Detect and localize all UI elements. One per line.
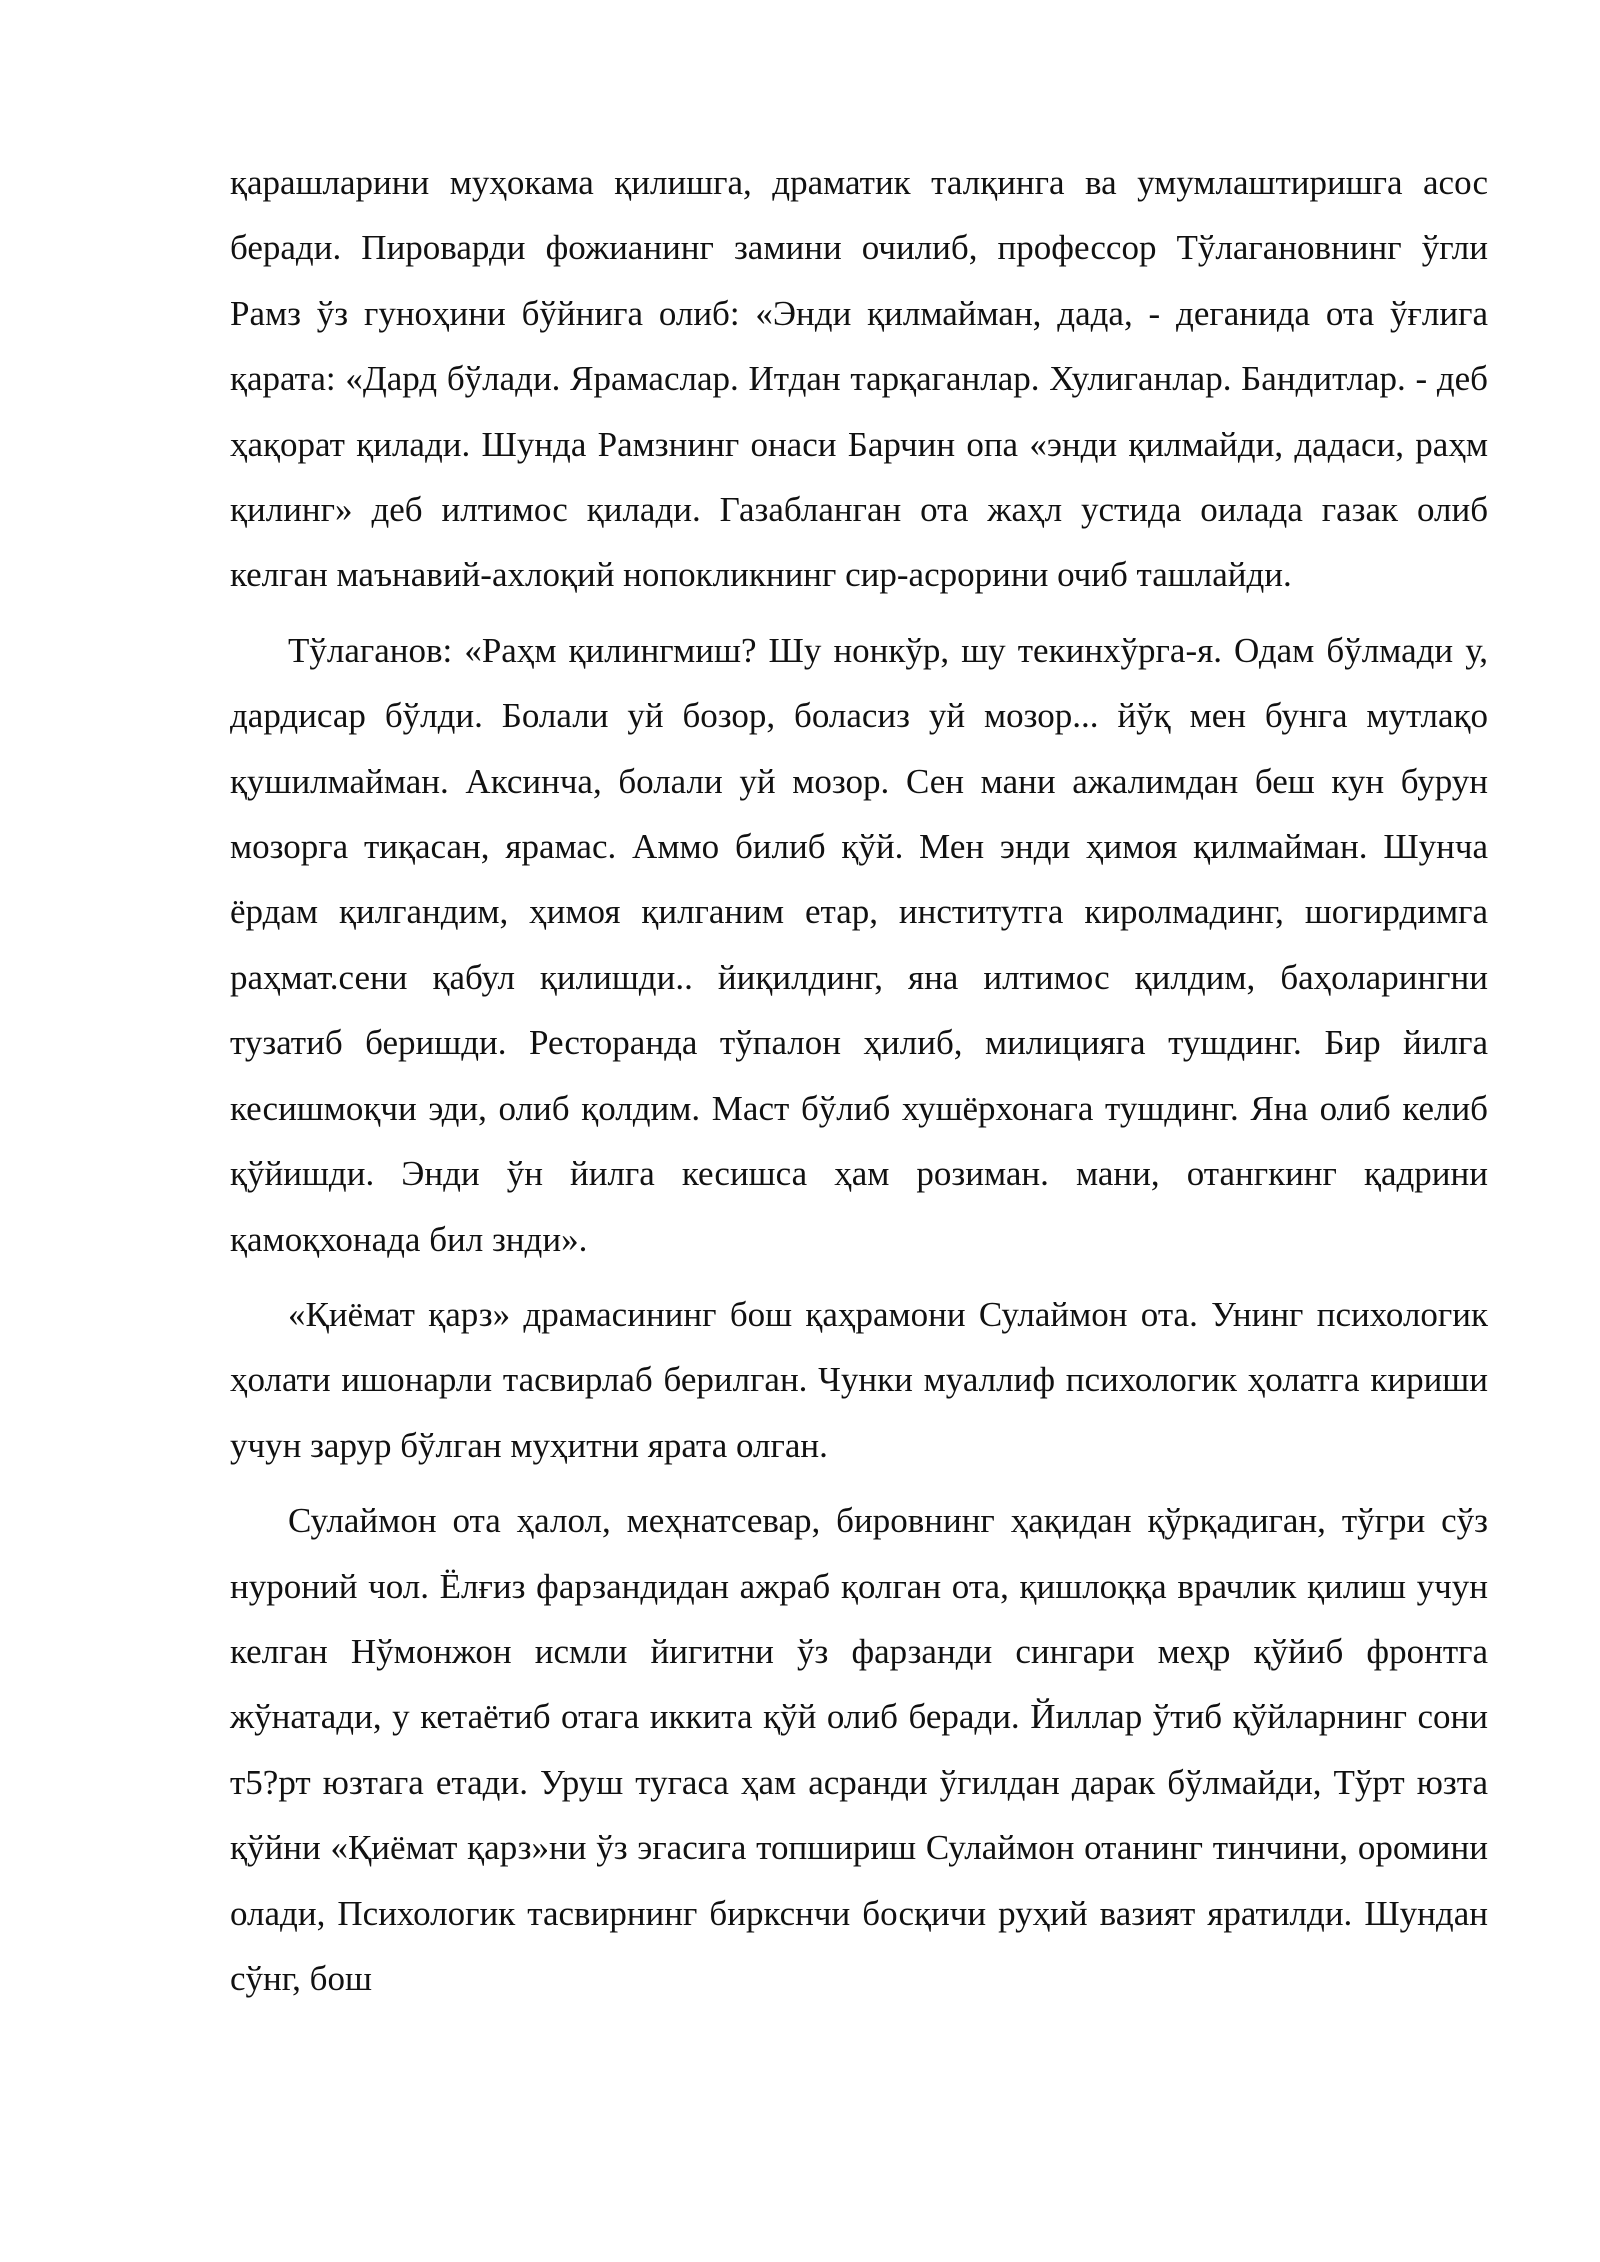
document-body [230, 150, 1488, 2011]
paragraph-1: қарашларини муҳокама қилишга, драматик талқинга ва умумлаштиришга асос беради. Пироварди фожианинг замини очилиб, профессор Тўлагановнинг ўгли Рамз ўз гуноҳини бўйнига олиб: «Энди қилмайман, дада, - деганида ота ўғлига қарата: «Дард бўлади. Ярамаслар. Итдан тарқаганлар. Хулиганлар. Бандитлар. - деб ҳақорат қилади. Шунда Рамзнинг онаси Барчин опа «энди қилмайди, дадаси, раҳм қилинг» деб илтимос қилади. Газабланган ота жаҳл устида оилада газак олиб келган маънавий-ахлоқий нопокликнинг сир-асрорини очиб ташлайди. [230, 163, 1488, 595]
paragraph-2: Тўлаганов: «Раҳм қилингмиш? Шу нонкўр, шу текинхўрга-я. Одам бўлмади у, дардисар бўлди. Болали уй бозор, боласиз уй мозор... йўқ мен бунга мутлақо қушилмайман. Аксинча, болали уй мозор. Сен мани ажалимдан беш кун бурун мозорга тиқасан, ярамас. Аммо билиб қўй. Мен энди ҳимоя қилмайман. Шунча ёрдам қилгандим, ҳимоя қилганим етар, институтга киролмадинг, шогирдимга раҳмат.сени қабул қилишди.. йиқилдинг, яна илтимос қилдим, баҳоларингни тузатиб беришди. Ресторанда тўпалон ҳилиб, милицияга тушдинг. Бир йилга кесишмоқчи эди, олиб қолдим. Маст бўлиб хушёрхонага тушдинг. Яна олиб келиб қўйишди. Энди ўн йилга кесишса ҳам розиман. мани, отангкинг қадрини қамоқхонада бил знди». [230, 630, 1488, 1259]
paragraph-4: Сулаймон ота ҳалол, меҳнатсевар, бировнинг ҳақидан қўрқадиган, тўгри сўз нуроний чол. Ёлғиз фарзандидан ажраб қолган ота, қишлоққа врачлик қилиш учун келган Нўмонжон исмли йигитни ўз фарзанди сингари меҳр қўйиб фронтга жўнатади, у кетаётиб отага иккита қўй олиб беради. Йиллар ўтиб қўйларнинг сони т5?рт юзтага етади. Уруш тугаса ҳам асранди ўгилдан дарак бўлмайди, Тўрт юзта қўйни «Қиёмат қарз»ни ўз эгасига топшириш Сулаймон отанинг тинчини, оромини олади, Психологик тасвирнинг биркснчи босқичи руҳий вазият яратилди. Шундан сўнг, бош [230, 1501, 1488, 1998]
paragraph-3: «Қиёмат қарз» драмасининг бош қаҳрамони Сулаймон ота. Унинг психологик ҳолати ишонарли тасвирлаб берилган. Чунки муаллиф психологик ҳолатга кириши учун зарур бўлган муҳитни ярата олган. [230, 1294, 1488, 1465]
